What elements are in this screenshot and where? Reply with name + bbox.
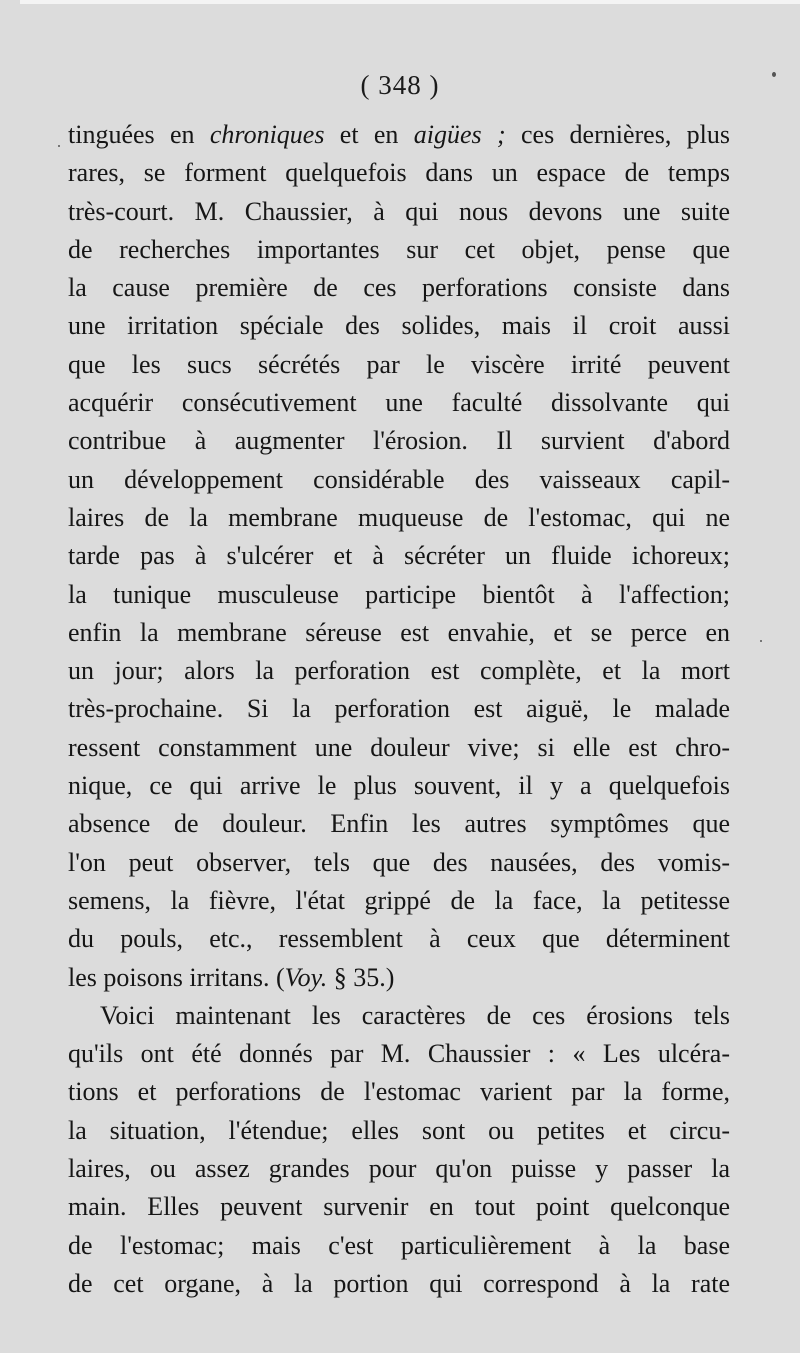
page-edge — [20, 0, 800, 4]
text-line: que les sucs sécrétés par le viscère irrité peuvent — [68, 349, 730, 379]
text-line: une irritation spéciale des solides, mais il croit aussi — [68, 311, 730, 341]
text-line: de cet organe, à la portion qui correspond à la rate — [68, 1268, 730, 1298]
text-line: contribue à augmenter l'érosion. Il survient d'abord — [68, 426, 730, 456]
text-line: très-prochaine. Si la perforation est aiguë, le malade — [68, 694, 730, 724]
text-line: les poisons irritans. (Voy. § 35.) — [68, 962, 395, 992]
text-line: qu'ils ont été donnés par M. Chaussier : « Les ulcéra- — [68, 1039, 730, 1069]
text-line: l'on peut observer, tels que des nausées, des vomis- — [68, 847, 730, 877]
text-line: semens, la fièvre, l'état grippé de la face, la petitesse — [68, 885, 730, 915]
text-line: acquérir consécutivement une faculté dissolvante qui — [68, 388, 730, 418]
text-line: ressent constamment une douleur vive; si elle est chro- — [68, 732, 730, 762]
text-line: absence de douleur. Enfin les autres symptômes que — [68, 809, 730, 839]
body-text — [68, 116, 730, 1303]
text-line: très-court. M. Chaussier, à qui nous devons une suite — [68, 196, 730, 226]
page-number: ( 348 ) — [360, 70, 440, 100]
text-line: de l'estomac; mais c'est particulièrement à la base — [68, 1230, 730, 1260]
text-line: enfin la membrane séreuse est envahie, et se perce en — [68, 617, 730, 647]
text-line: la cause première de ces perforations consiste dans — [68, 273, 730, 303]
text-line: un développement considérable des vaisseaux capil- — [68, 464, 730, 494]
text-line: tions et perforations de l'estomac varient par la forme, — [68, 1077, 730, 1107]
text-line: tinguées en chroniques et en aigües ; ces dernières, plus — [68, 120, 731, 149]
text-line: du pouls, etc., ressemblent à ceux que déterminent — [68, 924, 730, 954]
text-line: laires, ou assez grandes pour qu'on puisse y passer la — [68, 1154, 730, 1184]
text-line: laires de la membrane muqueuse de l'estomac, qui ne — [68, 502, 730, 532]
text-line: tarde pas à s'ulcérer et à sécréter un fluide ichoreux; — [68, 541, 730, 571]
text-line: rares, se forment quelquefois dans un espace de temps — [68, 158, 730, 188]
paper-speck — [58, 145, 60, 147]
text-line: un jour; alors la perforation est complète, et la mort — [68, 656, 730, 686]
paragraph-start-line: Voici maintenant les caractères de ces érosions tels — [100, 1000, 730, 1030]
paper-speck — [772, 72, 776, 77]
text-line: de recherches importantes sur cet objet, pense que — [68, 234, 730, 264]
text-line: nique, ce qui arrive le plus souvent, il y a quelquefois — [68, 771, 730, 801]
text-line: main. Elles peuvent survenir en tout point quelconque — [68, 1192, 730, 1222]
text-line: la tunique musculeuse participe bientôt à l'affection; — [68, 579, 730, 609]
paper-speck — [760, 640, 762, 642]
text-line: la situation, l'étendue; elles sont ou petites et circu- — [68, 1115, 730, 1145]
